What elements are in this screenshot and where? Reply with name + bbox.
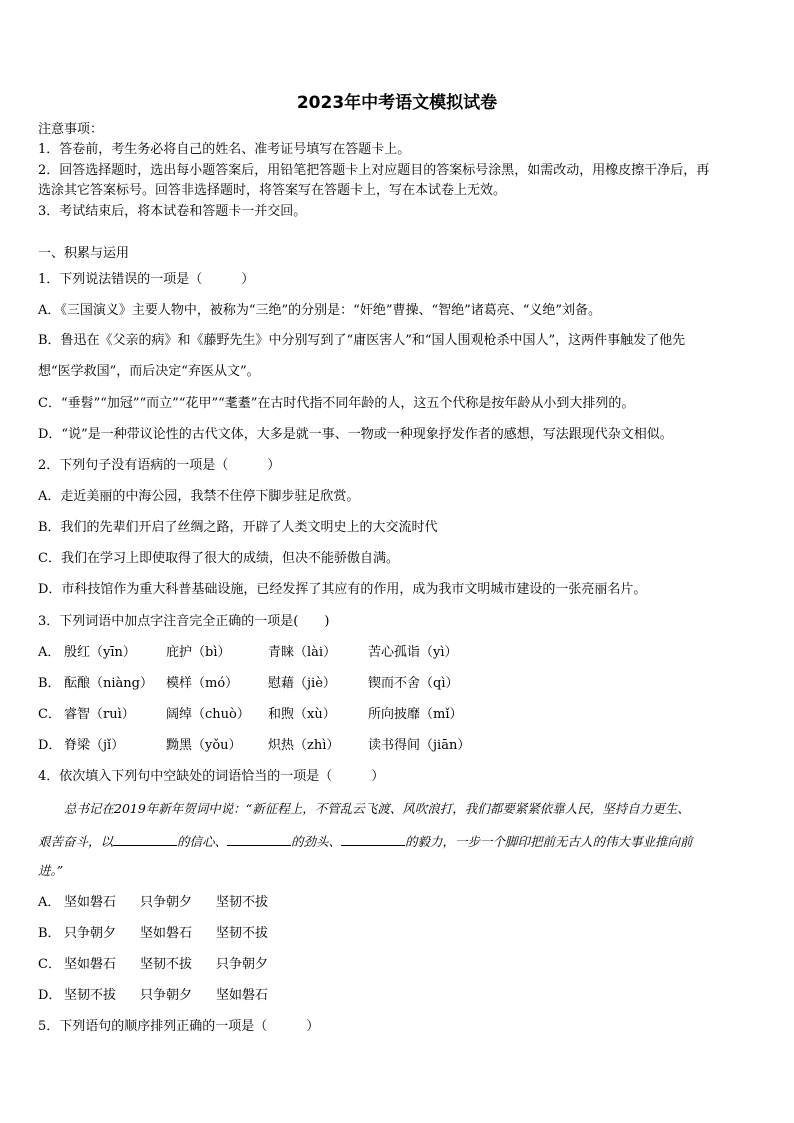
notice-item: 1．答卷前，考生务必将自己的姓名、准考证号填写在答题卡上。 bbox=[38, 142, 411, 157]
option-label: B． bbox=[38, 926, 61, 941]
option-d: D．“说”是一种带议论性的古代文体，大多是就一事、一物或一种现象抒发作者的感想，写法跟现代杂文相似。 bbox=[38, 427, 673, 442]
option-b: B．我们的先辈们开启了丝绸之路，开辟了人类文明史上的大交流时代 bbox=[38, 520, 438, 535]
option-label: A． bbox=[38, 645, 61, 660]
option-label: A． bbox=[38, 895, 61, 910]
notice-item: 3．考试结束后，将本试卷和答题卡一并交回。 bbox=[38, 204, 307, 219]
word: 炽热（zhì） bbox=[268, 738, 340, 753]
pinyin-option-row bbox=[38, 645, 458, 661]
quote-line bbox=[38, 832, 693, 850]
word: 只争朝夕 bbox=[64, 926, 117, 941]
fill-blank-3 bbox=[341, 832, 405, 846]
word: 酝酿（niàng） bbox=[64, 676, 153, 691]
fill-blank-1 bbox=[113, 832, 177, 846]
word: 阔绰（chuò） bbox=[166, 707, 250, 722]
word: 只争朝夕 bbox=[140, 988, 193, 1003]
option-row bbox=[38, 895, 268, 911]
word: 慰藉（jiè） bbox=[268, 676, 336, 691]
notice-item: 选涂其它答案标号。回答非选择题时，将答案写在答题卡上，写在本试卷上无效。 bbox=[38, 183, 507, 198]
word: 坚韧不拔 bbox=[216, 895, 269, 910]
notice-item: 2．回答选择题时，选出每小题答案后，用铅笔把答题卡上对应题目的答案标号涂黑，如需改动，用橡皮擦干净后，再 bbox=[38, 163, 710, 178]
word: 坚如磐石 bbox=[140, 926, 193, 941]
word: 脊梁（jǐ） bbox=[64, 738, 125, 753]
option-label: D． bbox=[38, 738, 62, 753]
word: 只争朝夕 bbox=[140, 895, 193, 910]
section-heading: 一、积累与运用 bbox=[38, 246, 130, 261]
pinyin-option-row bbox=[38, 676, 458, 692]
fill-blank-2 bbox=[227, 832, 291, 846]
pinyin-option-row bbox=[38, 738, 470, 754]
word: 睿智（ruì） bbox=[64, 707, 135, 722]
notice-heading: 注意事项： bbox=[38, 122, 104, 137]
question-stem: 5．下列语句的顺序排列正确的一项是（ ） bbox=[38, 1019, 320, 1034]
question-stem: 3．下列词语中加点字注音完全正确的一项是( ) bbox=[38, 614, 330, 629]
word: 殷红（yīn） bbox=[64, 645, 136, 660]
option-c: C．“垂髫”“加冠”“而立”“花甲”“耄耋”在古时代指不同年龄的人，这五个代称是按年龄从小到大排列的。 bbox=[38, 396, 635, 411]
word: 读书得间（jiān） bbox=[368, 738, 471, 753]
option-row bbox=[38, 926, 268, 942]
option-label: B． bbox=[38, 676, 61, 691]
option-b-cont: 想“医学救国”，而后决定“弃医从文”。 bbox=[38, 364, 260, 379]
option-c: C．我们在学习上即使取得了很大的成绩，但决不能骄傲自满。 bbox=[38, 551, 399, 566]
word: 和煦（xù） bbox=[268, 707, 336, 722]
option-a: A．走近美丽的中海公园，我禁不住停下脚步驻足欣赏。 bbox=[38, 489, 360, 504]
option-label: C． bbox=[38, 707, 61, 722]
option-row bbox=[38, 988, 268, 1004]
question-stem: 2．下列句子没有语病的一项是（ ） bbox=[38, 458, 281, 473]
word: 坚如磐石 bbox=[64, 895, 117, 910]
question-stem: 1．下列说法错误的一项是（ ） bbox=[38, 272, 255, 287]
pinyin-option-row bbox=[38, 707, 463, 723]
quote-line: 总书记在2019年新年贺词中说：“新征程上，不管乱云飞渡、风吹浪打，我们都要紧紧依靠人民，坚持自力更生、 bbox=[64, 801, 690, 816]
quote-text: 艰苦奋斗，以 bbox=[38, 834, 114, 849]
word: 青睐（lài） bbox=[268, 645, 337, 660]
word: 苦心孤诣（yì） bbox=[368, 645, 458, 660]
page-title: 2023年中考语文模拟试卷 bbox=[296, 93, 498, 113]
word: 黝黑（yǒu） bbox=[166, 738, 242, 753]
word: 只争朝夕 bbox=[216, 957, 269, 972]
question-stem: 4．依次填入下列句中空缺处的词语恰当的一项是（ ） bbox=[38, 769, 385, 784]
word: 坚韧不拔 bbox=[64, 988, 117, 1003]
quote-text: 的毅力，一步一个脚印把前无古人的伟大事业推向前 bbox=[405, 834, 693, 849]
word: 坚韧不拔 bbox=[216, 926, 269, 941]
quote-line: 进。” bbox=[38, 863, 64, 878]
word: 坚如磐石 bbox=[64, 957, 117, 972]
word: 所向披靡（mǐ） bbox=[368, 707, 463, 722]
option-b: B．鲁迅在《父亲的病》和《藤野先生》中分别写到了“庸医害人”和“国人围观枪杀中国人”，这两件事触发了他先 bbox=[38, 333, 686, 348]
word: 坚韧不拔 bbox=[140, 957, 193, 972]
option-label: D． bbox=[38, 988, 62, 1003]
option-d: D．市科技馆作为重大科普基础设施，已经发挥了其应有的作用，成为我市文明城市建设的一张亮丽名片。 bbox=[38, 582, 647, 597]
quote-text: 的信心、 bbox=[177, 834, 228, 849]
option-label: C． bbox=[38, 957, 61, 972]
quote-text: 的劲头、 bbox=[291, 834, 342, 849]
option-row bbox=[38, 957, 268, 973]
word: 坚如磐石 bbox=[216, 988, 269, 1003]
option-a: A．《三国演义》主要人物中，被称为“三绝”的分别是：“奸绝”曹操、“智绝”诸葛亮、“义绝”刘备。 bbox=[38, 303, 602, 318]
word: 锲而不舍（qì） bbox=[368, 676, 459, 691]
word: 庇护（bì） bbox=[166, 645, 231, 660]
word: 模样（mó） bbox=[166, 676, 239, 691]
